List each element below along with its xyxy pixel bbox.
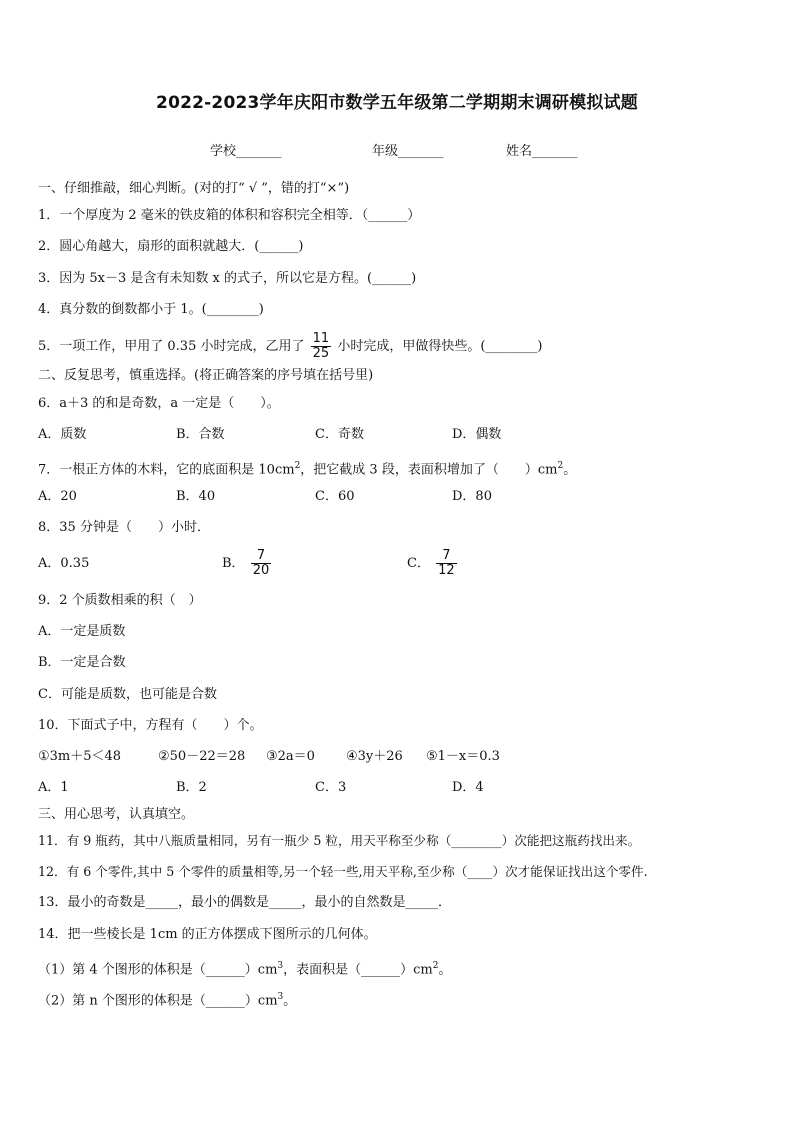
section3-heading: 三、用心思考，认真填空。 (38, 807, 195, 822)
fraction-7-12 (436, 549, 457, 578)
question-14-1-mid: ，表面积是（______）cm (283, 962, 433, 978)
fraction-numerator: 11 (312, 331, 330, 346)
q9-option-a: A．一定是质数 (38, 624, 126, 639)
superscript: 2 (294, 461, 301, 471)
question-5 (38, 330, 542, 364)
fraction-11-25 (311, 332, 332, 361)
superscript: 3 (277, 961, 284, 971)
question-14-2-end: 。 (283, 993, 297, 1009)
q9-option-b: B．一定是合数 (38, 655, 126, 670)
q10-expr-5: ⑤1－x＝0.3 (426, 749, 500, 764)
question-14-2-pre: （2）第 n 个图形的体积是（______）cm (38, 993, 278, 1009)
question-10: 10．下面式子中，方程有（ ）个。 (38, 718, 263, 733)
fraction-7-20 (251, 549, 272, 578)
question-7-pre: 7．一根正方体的木料，它的底面积是 10cm (38, 462, 295, 478)
question-13: 13．最小的奇数是_____，最小的偶数是_____，最小的自然数是_____． (38, 895, 452, 910)
section1-heading: 一、仔细推敲，细心判断。(对的打“ √ ”，错的打“×”) (38, 181, 350, 196)
name-field (506, 140, 578, 159)
grade-field (372, 140, 444, 159)
name-blank: _______ (532, 144, 578, 159)
page-title: 2022-2023学年庆阳市数学五年级第二学期期末调研模拟试题 (156, 93, 638, 113)
question-6: 6．a＋3 的和是奇数，a 一定是（ ）。 (38, 396, 280, 411)
school-blank: _______ (236, 144, 282, 159)
q7-option-d: D．80 (452, 489, 492, 504)
q8-option-b (222, 544, 273, 584)
superscript: 3 (277, 992, 284, 1002)
q6-option-b: B．合数 (176, 427, 225, 442)
q8-option-c-label: C． (407, 556, 430, 571)
q7-option-c: C．60 (315, 489, 355, 504)
fraction-numerator: 7 (256, 548, 266, 563)
question-11: 11．有 9 瓶药，其中八瓶质量相同，另有一瓶少 5 粒，用天平称至少称（________）次能把这瓶药找出来。 (38, 833, 641, 848)
question-3: 3．因为 5x－3 是含有未知数 x 的式子，所以它是方程。(______) (38, 271, 417, 286)
name-label: 姓名 (506, 144, 533, 159)
school-field (210, 140, 282, 159)
question-14: 14．把一些棱长是 1cm 的正方体摆成下图所示的几何体。 (38, 927, 377, 942)
fraction-denominator: 25 (312, 346, 330, 361)
superscript: 2 (557, 461, 564, 471)
q10-option-a: A．1 (38, 780, 69, 795)
q10-expr-3: ③2a＝0 (266, 749, 315, 764)
question-7-end: 。 (563, 462, 577, 478)
question-4: 4．真分数的倒数都小于 1。(________) (38, 302, 264, 317)
question-14-1-end: 。 (438, 962, 452, 978)
q8-option-b-label: B． (222, 556, 245, 571)
section2-heading: 二、反复思考，慎重选择。(将正确答案的序号填在括号里) (38, 368, 374, 383)
q7-option-a: A．20 (38, 489, 77, 504)
q10-option-d: D．4 (452, 780, 484, 795)
q9-option-c: C．可能是质数，也可能是合数 (38, 687, 217, 702)
q10-expr-1: ①3m＋5＜48 (38, 749, 122, 764)
question-7 (38, 457, 576, 479)
q6-option-c: C．奇数 (315, 427, 364, 442)
question-5-pre: 5．一项工作，甲用了 0.35 小时完成，乙用了 (38, 339, 305, 354)
question-1: 1．一个厚度为 2 毫米的铁皮箱的体积和容积完全相等．（______） (38, 208, 421, 223)
q10-expr-2: ②50－22＝28 (158, 749, 246, 764)
question-12: 12．有 6 个零件,其中 5 个零件的质量相等,另一个轻一些,用天平称,至少称（____）次才能保证找出这个零件. (38, 864, 648, 879)
q6-option-a: A．质数 (38, 427, 87, 442)
question-8: 8．35 分钟是（ ）小时． (38, 520, 210, 535)
grade-label: 年级 (372, 144, 399, 159)
q6-option-d: D．偶数 (452, 427, 502, 442)
school-label: 学校 (210, 144, 237, 159)
q10-option-c: C．3 (315, 780, 347, 795)
grade-blank: _______ (398, 144, 444, 159)
q10-expr-4: ④3y＋26 (346, 749, 403, 764)
superscript: 2 (432, 961, 439, 971)
fraction-numerator: 7 (442, 548, 451, 563)
question-9: 9．2 个质数相乘的积（ ） (38, 593, 202, 608)
fraction-denominator: 12 (438, 563, 455, 578)
q8-option-a: A．0.35 (38, 556, 90, 571)
q10-option-b: B．2 (176, 780, 207, 795)
question-14-part-1 (38, 957, 452, 979)
question-14-1-pre: （1）第 4 个图形的体积是（______）cm (38, 962, 278, 978)
question-14-part-2 (38, 988, 296, 1010)
question-7-post: ，把它截成 3 段，表面积增加了（ ）cm (300, 462, 558, 478)
question-2: 2．圆心角越大，扇形的面积就越大．(______) (38, 239, 304, 254)
q7-option-b: B．40 (176, 489, 216, 504)
q8-option-c (407, 544, 459, 584)
fraction-denominator: 20 (252, 563, 270, 578)
question-5-post: 小时完成，甲做得快些。(________) (337, 339, 543, 354)
